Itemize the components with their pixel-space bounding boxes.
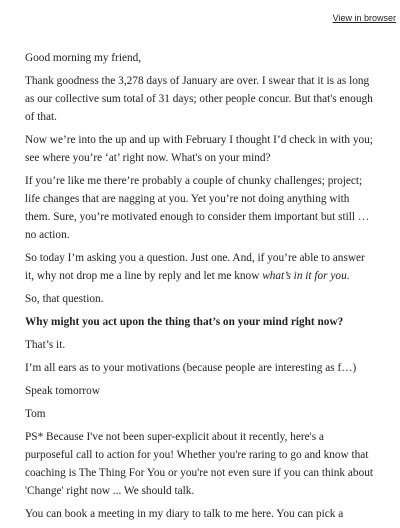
paragraph-so-that-question: So, that question.: [25, 293, 104, 305]
paragraph-question-ask-emphasis: what’s in it for you: [262, 270, 347, 282]
paragraph-question-ask-text: So today I’m asking you a question. Just one. And, if you’re able to answer it, why not drop me a line by reply and let me know: [25, 252, 365, 282]
paragraph-thats-it: That’s it.: [25, 339, 66, 351]
signature: Tom: [25, 408, 46, 420]
email-body: [25, 49, 375, 528]
greeting: Good morning my friend,: [25, 52, 142, 64]
postscript: PS* Because I've not been super-explicit about it recently, here's a purposeful call to action for you! Whether you're raring to go and know that coaching is The Thing For You or you're not even sure if you can think about 'Change' right now ... We should talk.: [25, 431, 374, 497]
paragraph-challenges: If you’re like me there’re probably a couple of chunky challenges; project; life changes that are nagging at you. Yet you’re not doing anything with them. Sure, you’re motivated enough to consider them important but still … no action.: [25, 175, 370, 241]
paragraph-question-ask: [25, 249, 375, 285]
top-bar: [333, 12, 396, 24]
paragraph-january: Thank goodness the 3,278 days of January are over. I swear that it is as long as our collective sum total of 31 days; other people concur. But that's enough of that.: [25, 75, 373, 123]
paragraph-all-ears: I’m all ears as to your motivations (because people are interesting as f…): [25, 362, 357, 374]
paragraph-february: Now we’re into the up and up with February I thought I’d check in with you; see where you’re ‘at’ right now. What's on your mind?: [25, 134, 373, 164]
paragraph-question-ask-end: .: [346, 270, 350, 282]
signoff: Speak tomorrow: [25, 385, 100, 397]
paragraph-booking-cutoff: You can book a meeting in my diary to talk to me here. You can pick a: [25, 508, 344, 520]
question-heading: Why might you act upon the thing that’s on your mind right now?: [25, 316, 344, 328]
view-in-browser-link[interactable]: View in browser: [332, 13, 396, 23]
